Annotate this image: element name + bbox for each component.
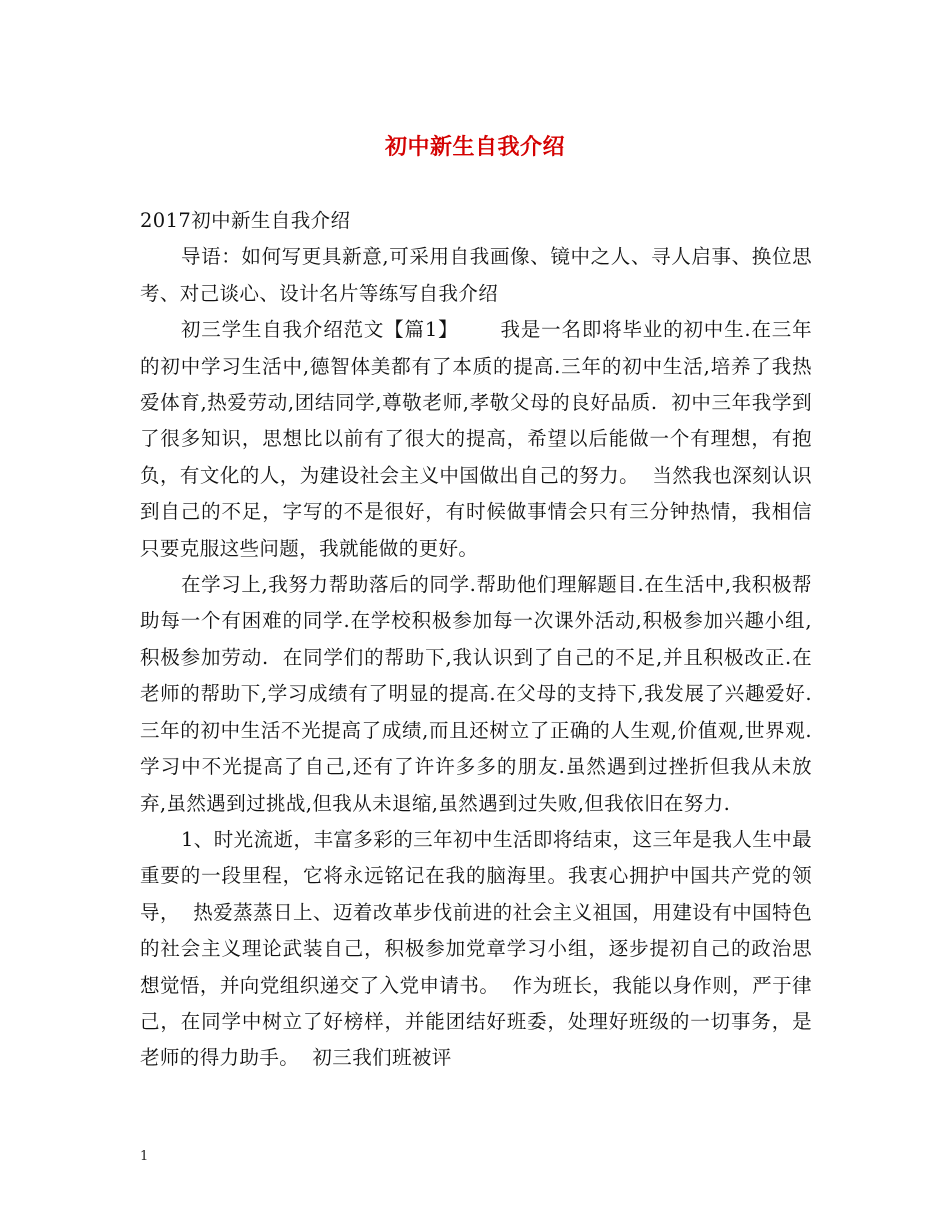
paragraph-reflection: 1、时光流逝，丰富多彩的三年初中生活即将结束，这三年是我人生中最重要的一段里程，它将永远铭记在我的脑海里。我衷心拥护中国共产党的领导， 热爱蒸蒸日上、迈着改革步伐前进的社会主义祖国，用建设有中国特色的社会主义理论武装自己，积极参加党章学习小组，逐步提初自己的政治思想觉悟，并向党组织递交了入党申请书。 作为班长，我能以身作则，严于律己，在同学中树立了好榜样，并能团结好班委，处理好班级的一切事务，是老师的得力助手。 初三我们班被评 [140, 827, 812, 1070]
paragraph-study: 在学习上,我努力帮助落后的同学.帮助他们理解题目.在生活中,我积极帮助每一个有困难的同学.在学校积极参加每一次课外活动,积极参加兴趣小组,积极参加劳动. 在同学们的帮助下,我认识到了自己的不足,并且积极改正.在老师的帮助下,学习成绩有了明显的提高.在父母的支持下,我发展了兴趣爱好.三年的初中生活不光提高了成绩,而且还树立了正确的人生观,价值观,世界观. 学习中不光提高了自己,还有了许许多多的朋友.虽然遇到过挫折但我从未放弃,虽然遇到过挑战,但我从未退缩,虽然遇到过失败,但我依旧在努力. [140, 573, 826, 815]
document-body [140, 203, 826, 1077]
paragraph-intro: 导语：如何写更具新意,可采用自我画像、镜中之人、寻人启事、换位思考、对己谈心、设计名片等练写自我介绍 [140, 245, 812, 305]
paragraph-sample-1: 初三学生自我介绍范文【篇1】 我是一名即将毕业的初中生.在三年的初中学习生活中,德智体美都有了本质的提高.三年的初中生活,培养了我热爱体育,热爱劳动,团结同学,尊敬老师,孝敬父母的良好品质. 初中三年我学到了很多知识，思想比以前有了很大的提高，希望以后能做一个有理想，有抱负，有文化的人，为建设社会主义中国做出自己的努力。 当然我也深刻认识到自己的不足，字写的不是很好，有时候做事情会只有三分钟热情，我相信只要克服这些问题，我就能做的更好。 [140, 318, 812, 560]
document-subtitle: 2017初中新生自我介绍 [140, 209, 351, 232]
document-title: 初中新生自我介绍 [384, 134, 565, 160]
page-number: 1 [140, 1149, 149, 1164]
